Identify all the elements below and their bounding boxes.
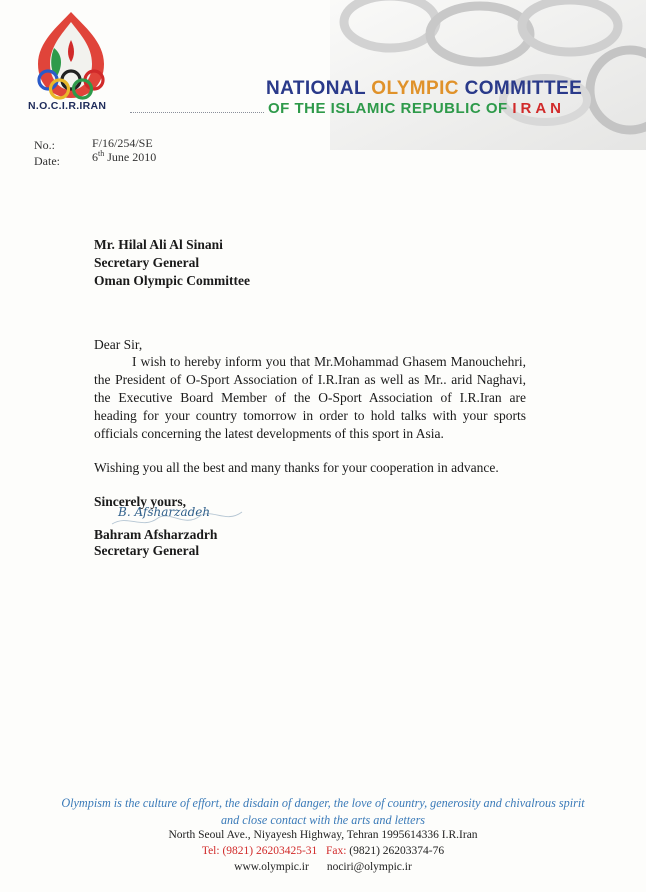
reference-number: F/16/254/SE xyxy=(92,136,153,150)
recipient-organization: Oman Olympic Committee xyxy=(94,273,250,288)
contact-numbers xyxy=(0,845,646,857)
date-day: 6 xyxy=(92,150,98,164)
postal-address: North Seoul Ave., Niyayesh Highway, Tehran 1995614336 I.R.Iran xyxy=(168,829,478,841)
date-suffix: th xyxy=(98,149,105,158)
salutation: Dear Sir, xyxy=(94,337,143,352)
signature-handwriting: B. Afsharzadeh xyxy=(118,505,211,519)
website-link[interactable]: www.olympic.ir xyxy=(234,861,309,873)
noc-iran-logo xyxy=(28,8,114,104)
motto-line2: and close contact with the arts and letters xyxy=(220,813,426,827)
signer-title: Secretary General xyxy=(94,543,200,558)
organization-name-line1 xyxy=(266,78,582,100)
tel-number: (9821) 26203425-31 xyxy=(219,845,318,857)
tel-label: Tel: xyxy=(201,845,220,857)
email-link[interactable]: nociri@olympic.ir xyxy=(326,861,412,873)
fax-number: (9821) 26203374-76 xyxy=(346,845,445,857)
fax-label: Fax: xyxy=(325,845,347,857)
logo-caption: N.O.C.I.R.IRAN xyxy=(28,100,107,112)
org-word-national: NATIONAL xyxy=(266,78,372,99)
motto-line1: Olympism is the culture of effort, the disdain of danger, the love of country, generosity and chivalrous spirit xyxy=(61,796,585,810)
web-contacts xyxy=(0,861,646,873)
header-divider xyxy=(130,112,264,113)
org-word-committee: COMMITTEE xyxy=(458,78,583,99)
recipient-title: Secretary General xyxy=(94,255,200,270)
date-label: Date: xyxy=(34,154,60,168)
signer-name: Bahram Afsharzadrh xyxy=(94,527,218,542)
letter-body-paragraph: I wish to hereby inform you that Mr.Mohammad Ghasem Manouchehri, the President of O-Sport Association of I.R.Iran as well as Mr.. arid Naghavi, the Executive Board Member of the O-Sport Association of I.R.Iran are heading for your country tomorrow in order to hold talks with your sports officials concerning the latest developments of this sport in Asia. xyxy=(94,354,526,441)
chain-watermark-graphic xyxy=(330,0,646,150)
closing-line: Wishing you all the best and many thanks for your cooperation in advance. xyxy=(94,460,499,475)
org-word-olympic: OLYMPIC xyxy=(371,78,459,99)
letter-date xyxy=(92,149,156,165)
reference-number-label: No.: xyxy=(34,138,55,152)
date-month-year: June 2010 xyxy=(104,150,157,164)
recipient-name: Mr. Hilal Ali Al Sinani xyxy=(94,237,223,252)
signoff: Sincerely yours, xyxy=(94,494,186,509)
olympic-motto xyxy=(0,795,646,829)
org-word-iran: IRAN xyxy=(512,100,566,117)
org-phrase-islamic-republic: OF THE ISLAMIC REPUBLIC OF xyxy=(268,100,513,117)
organization-name-line2 xyxy=(268,100,565,117)
